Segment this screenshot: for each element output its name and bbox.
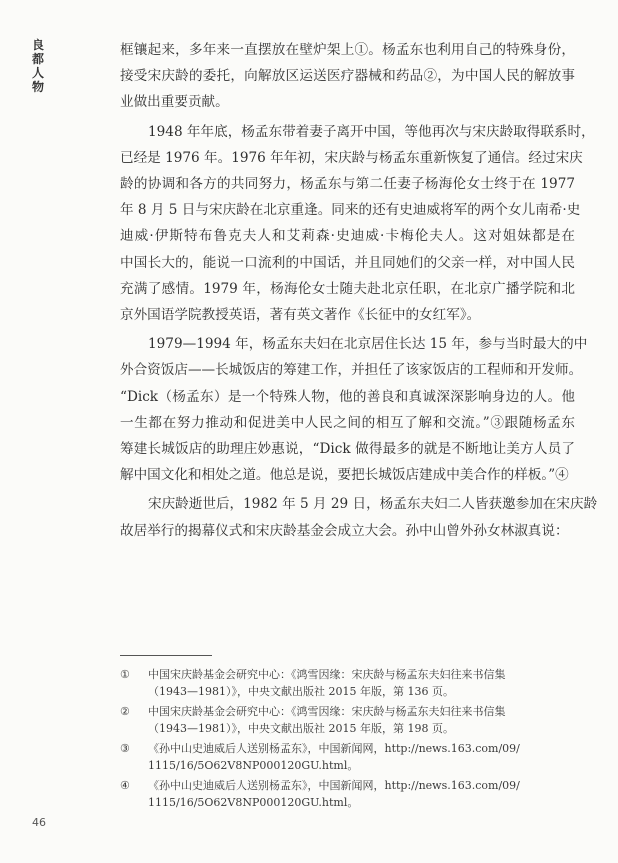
footnote-number: ①	[120, 668, 130, 681]
text-line: 京外国语学院教授英语，著有英文著作《长征中的女红军》。	[120, 307, 481, 324]
footnotes	[120, 666, 580, 814]
text-line: 业做出重要贡献。	[120, 94, 229, 111]
paragraph	[120, 37, 575, 116]
footnote-divider	[120, 655, 212, 656]
header-char: 都	[31, 52, 44, 66]
text-line: 迪威·伊斯特布鲁克夫人和艾莉森·史迪威·卡梅伦夫人。这对姐妹都是在	[120, 228, 575, 245]
text-line: 龄的协调和各方的共同努力，杨孟东与第二任妻子杨海伦女士终于在 1977	[120, 176, 575, 193]
text-line: 解中国文化和相处之道。他总是说，要把长城饭店建成中美合作的样板。”④	[120, 467, 569, 484]
footnote	[120, 703, 580, 737]
footnote	[120, 740, 580, 774]
paragraph	[120, 119, 595, 329]
footnote-line: （1943—1981）》，中央文献出版社 2015 年版，第 136 页。	[148, 685, 454, 698]
footnote-line: 中国宋庆龄基金会研究中心：《鸿雪因缘：宋庆龄与杨孟东夫妇往来书信集	[148, 668, 506, 681]
footnote-line: 《孙中山史迪威后人送别杨孟东》，中国新闻网，http://news.163.com/09/	[148, 742, 520, 755]
paragraph	[120, 331, 588, 488]
header-char: 人	[31, 66, 44, 80]
text-line: 充满了感情。1979 年，杨海伦女士随夫赴北京任职，在北京广播学院和北	[120, 280, 575, 297]
text-line: 1979—1994 年，杨孟东夫妇在北京居住长达 15 年，参与当时最大的中	[148, 336, 588, 353]
text-line: 接受宋庆龄的委托，向解放区运送医疗器械和药品②，为中国人民的解放事	[120, 68, 575, 85]
text-line: 故居举行的揭幕仪式和宋庆龄基金会成立大会。孙中山曾外孙女林淑真说：	[120, 522, 569, 539]
footnote-number: ③	[120, 742, 130, 755]
footnote	[120, 666, 580, 700]
header-char: 良	[31, 38, 44, 52]
footnote-number: ④	[120, 779, 130, 792]
footnote-line: 1115/16/5O62V8NP000120GU.html。	[148, 759, 359, 772]
text-line: 框镶起来，多年来一直摆放在壁炉架上①。杨孟东也利用自己的特殊身份，	[120, 42, 575, 58]
footnote-line: 1115/16/5O62V8NP000120GU.html。	[148, 796, 359, 809]
text-line: 已经是 1976 年。1976 年年初，宋庆龄与杨孟东重新恢复了通信。经过宋庆	[120, 149, 583, 166]
paragraph	[120, 491, 598, 543]
footnote-line: 《孙中山史迪威后人送别杨孟东》，中国新闻网，http://news.163.com/09/	[148, 779, 520, 792]
text-line: 筹建长城饭店的助理庄妙惠说，“Dick 做得最多的就是不断地让美方人员了	[120, 441, 575, 458]
header-char: 物	[31, 80, 44, 94]
body-text	[120, 37, 598, 547]
text-line: 年 8 月 5 日与宋庆龄在北京重逢。同来的还有史迪威将军的两个女儿南希·史	[120, 202, 581, 219]
page-number: 46	[32, 816, 46, 829]
text-line: 中国长大的，能说一口流利的中国话，并且同她们的父亲一样，对中国人民	[120, 254, 575, 271]
running-header	[31, 38, 45, 94]
text-line: 一生都在努力推动和促进美中人民之间的相互了解和交流。”③跟随杨孟东	[120, 414, 575, 431]
footnote	[120, 777, 580, 811]
text-line: 外合资饭店——长城饭店的筹建工作，并担任了该家饭店的工程师和开发师。	[120, 362, 583, 379]
text-line: “Dick（杨孟东）是一个特殊人物，他的善良和真诚深深影响身边的人。他	[120, 388, 575, 405]
text-line: 1948 年年底，杨孟东带着妻子离开中国，等他再次与宋庆龄取得联系时，	[148, 123, 595, 140]
footnote-line: （1943—1981）》，中央文献出版社 2015 年版，第 198 页。	[148, 722, 454, 735]
footnote-line: 中国宋庆龄基金会研究中心：《鸿雪因缘：宋庆龄与杨孟东夫妇往来书信集	[148, 705, 506, 718]
footnote-number: ②	[120, 705, 130, 718]
text-line: 宋庆龄逝世后，1982 年 5 月 29 日，杨孟东夫妇二人皆获邀参加在宋庆龄	[148, 496, 598, 513]
